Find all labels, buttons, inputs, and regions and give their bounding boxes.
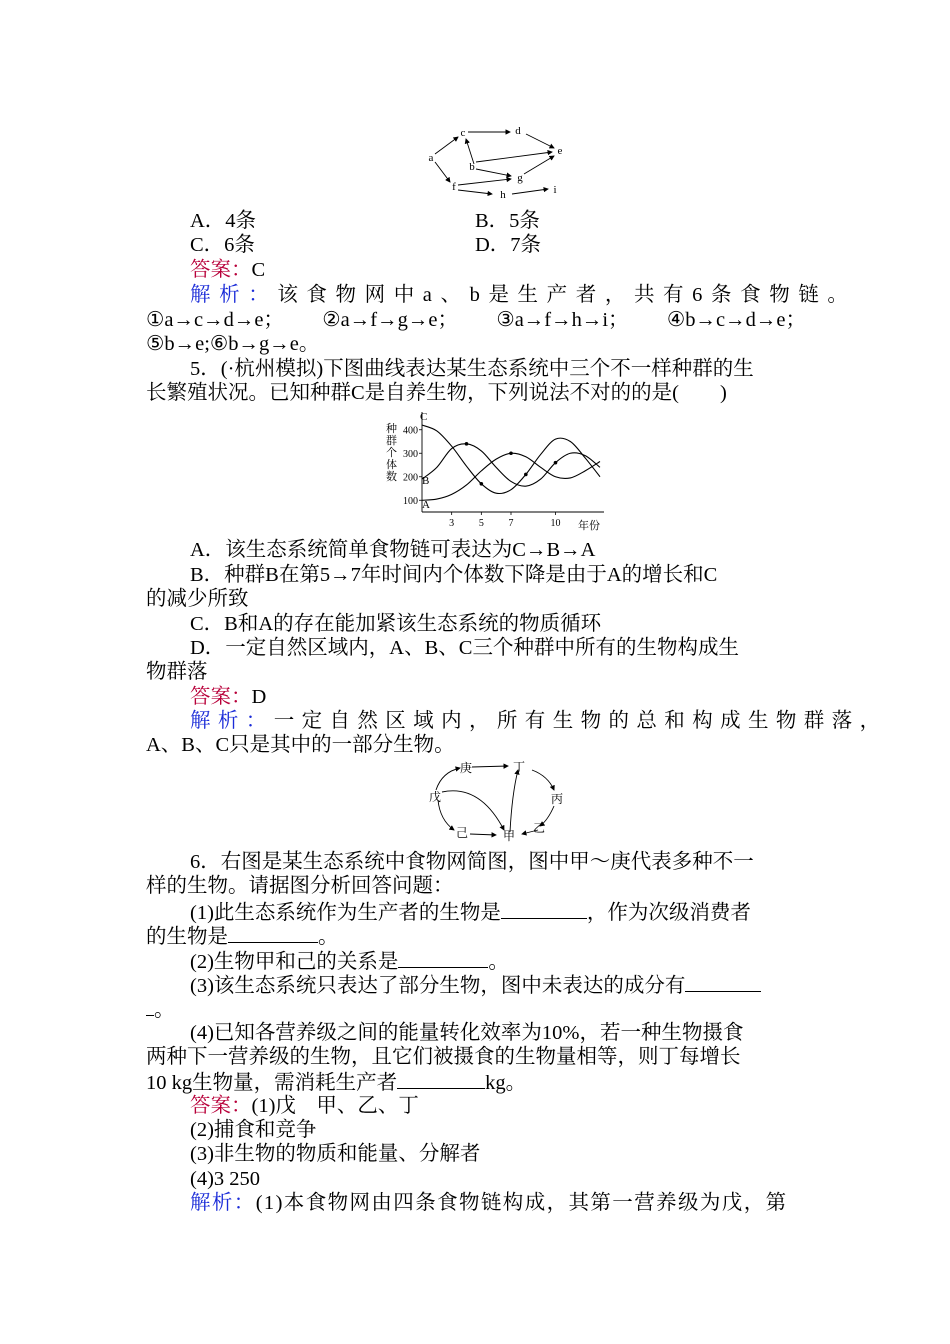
option-d: D．7条 bbox=[475, 234, 542, 256]
population-chart bbox=[378, 408, 613, 536]
y-tick-label: 100 bbox=[403, 495, 418, 507]
x-tick-label: 7 bbox=[508, 518, 514, 529]
option-b: B．5条 bbox=[475, 210, 540, 232]
analysis-text: 一定自然区域内，所有生物的总和构成生物群落， bbox=[273, 710, 888, 732]
node-d: d bbox=[515, 125, 521, 137]
series-label-c: C bbox=[420, 411, 428, 423]
answer-4: (4)3 250 bbox=[190, 1168, 261, 1190]
q5-answer-line bbox=[190, 685, 266, 709]
food-web-figure-3 bbox=[420, 758, 575, 842]
data-point bbox=[480, 482, 484, 486]
chain-list-row-1 bbox=[146, 308, 806, 332]
analysis-label: 解析： bbox=[190, 710, 274, 732]
chain-1: ①a→c→d→e； bbox=[146, 309, 284, 331]
data-point bbox=[465, 442, 469, 446]
q5-stem-2: 长繁殖状况。已知种群C是自养生物，下列说法不对的的是( ) bbox=[146, 382, 727, 404]
q5-option-d-1: D．一定自然区域内，A、B、C三个种群中所有的生物构成生 bbox=[190, 637, 739, 659]
answer-value: C bbox=[251, 259, 266, 281]
answer-3: (3)非生物的物质和能量、分解者 bbox=[190, 1143, 481, 1165]
node-bing: 丙 bbox=[550, 792, 564, 806]
option-a: A．4条 bbox=[190, 210, 257, 232]
q6-part-1: (1)此生态系统作为生产者的生物是 ，作为次级消费者 bbox=[190, 899, 751, 925]
y-tick-label: 400 bbox=[403, 425, 418, 437]
analysis-text: 该食物网中a、b是生产者，共有6条食物链。 bbox=[277, 284, 857, 306]
chain-4: ④b→c→d→e； bbox=[666, 309, 806, 331]
series-label-b: B bbox=[422, 475, 430, 487]
q5-option-d-2: 物群落 bbox=[146, 661, 208, 683]
q5-option-c: C．B和A的存在能加紧该生态系统的物质循环 bbox=[190, 613, 602, 635]
node-f: f bbox=[452, 181, 456, 193]
q6-part-1-cont: 的生物是 。 bbox=[146, 923, 339, 949]
y-tick-label: 300 bbox=[403, 448, 418, 460]
answer-blank-cont[interactable] bbox=[146, 996, 154, 1016]
answer-blank[interactable] bbox=[228, 923, 318, 943]
series-line-A bbox=[422, 453, 600, 500]
answer-label: 答案： bbox=[190, 259, 252, 281]
q6-analysis-line bbox=[190, 1191, 788, 1215]
series-line-C bbox=[422, 425, 600, 493]
answer-1: (1)戊 甲、乙、丁 bbox=[251, 1095, 419, 1117]
data-point bbox=[524, 473, 528, 477]
x-axis-label: 年份 bbox=[578, 520, 600, 532]
answer-blank[interactable] bbox=[685, 972, 761, 992]
q6-answer-line bbox=[190, 1094, 419, 1118]
q6-part-2: (2)生物甲和己的关系是 。 bbox=[190, 948, 509, 974]
analysis-text: (1)本食物网由四条食物链构成，其第一营养级为戊，第 bbox=[255, 1192, 788, 1214]
node-jia: 甲 bbox=[502, 829, 516, 843]
y-axis-label: 种群个体数 bbox=[386, 423, 397, 483]
series-label-a: A bbox=[422, 499, 430, 511]
analysis-line bbox=[190, 283, 857, 307]
node-geng: 庚 bbox=[459, 761, 473, 775]
answer-label: 答案： bbox=[190, 1095, 252, 1117]
answer-blank[interactable] bbox=[397, 1069, 485, 1089]
node-ji: 己 bbox=[455, 826, 469, 840]
q6-part-3: (3)该生态系统只表达了部分生物，图中未表达的成分有 bbox=[190, 972, 761, 998]
q6-stem-1: 6．右图是某生态系统中食物网简图，图中甲～庚代表多种不一 bbox=[190, 851, 754, 873]
node-g: g bbox=[517, 172, 523, 184]
q6-part-3-cont: 。 bbox=[146, 996, 175, 1022]
answer-value: D bbox=[251, 686, 267, 708]
node-a: a bbox=[428, 152, 434, 164]
option-c: C．6条 bbox=[190, 234, 255, 256]
node-yi: 乙 bbox=[532, 821, 546, 835]
node-b: b bbox=[469, 161, 475, 173]
chain-2: ②a→f→g→e； bbox=[322, 309, 458, 331]
chain-list-row-2: ⑤b→e;⑥b→g→e。 bbox=[146, 333, 320, 355]
answer-blank[interactable] bbox=[398, 948, 488, 968]
chain-3: ③a→f→h→i； bbox=[496, 309, 629, 331]
series-line-B bbox=[422, 444, 600, 486]
data-point bbox=[509, 451, 513, 455]
analysis-label: 解析： bbox=[190, 284, 278, 306]
q5-option-a: A．该生态系统简单食物链可表达为C→B→A bbox=[190, 539, 596, 561]
q6-part-4-2: 两种下一营养级的生物，且它们被摄食的生物量相等，则丁每增长 bbox=[146, 1046, 741, 1068]
x-tick-label: 3 bbox=[449, 518, 455, 529]
node-ding: 丁 bbox=[512, 760, 526, 774]
node-c: c bbox=[460, 127, 466, 139]
q5-analysis-line-2: A、B、C只是其中的一部分生物。 bbox=[146, 734, 455, 756]
y-tick-label: 200 bbox=[403, 472, 418, 484]
node-wu: 戊 bbox=[428, 790, 442, 804]
q5-option-b-1: B．种群B在第5→7年时间内个体数下降是由于A的增长和C bbox=[190, 564, 718, 586]
data-point bbox=[554, 461, 558, 465]
q5-stem-1: 5．(·杭州模拟)下图曲线表达某生态系统中三个不一样种群的生 bbox=[190, 358, 754, 380]
answer-blank[interactable] bbox=[501, 899, 587, 919]
q6-part-4-3: 10 kg生物量，需消耗生产者 kg。 bbox=[146, 1069, 526, 1095]
x-tick-label: 5 bbox=[478, 518, 484, 529]
answer-2: (2)捕食和竞争 bbox=[190, 1119, 317, 1141]
answer-label: 答案： bbox=[190, 686, 252, 708]
node-i: i bbox=[553, 184, 557, 196]
node-h: h bbox=[500, 189, 506, 201]
x-tick-label: 10 bbox=[550, 518, 561, 529]
analysis-label: 解析： bbox=[190, 1192, 256, 1214]
answer-line bbox=[190, 258, 265, 282]
food-web-figure-1 bbox=[420, 122, 580, 204]
node-e: e bbox=[557, 145, 563, 157]
q5-analysis-line bbox=[190, 709, 888, 733]
q6-stem-2: 样的生物。请据图分析回答问题： bbox=[146, 875, 454, 897]
q6-part-4-1: (4)已知各营养级之间的能量转化效率为10%，若一种生物摄食 bbox=[190, 1022, 744, 1044]
q5-option-b-2: 的减少所致 bbox=[146, 588, 249, 610]
